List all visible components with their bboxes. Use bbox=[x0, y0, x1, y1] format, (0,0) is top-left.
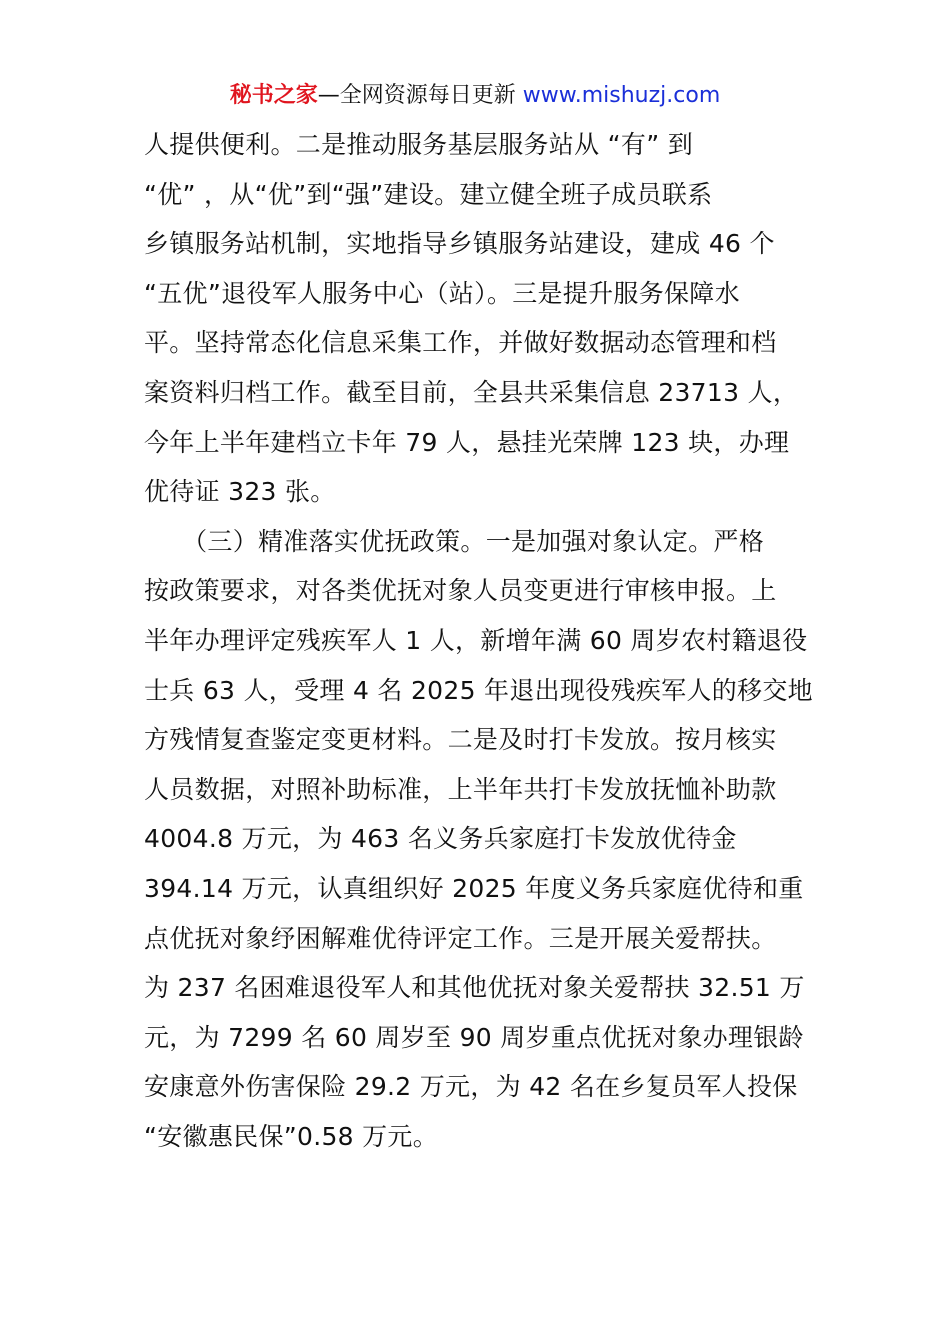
text-line: 案资料归档工作。截至目前，全县共采集信息 23713 人， bbox=[144, 377, 799, 407]
document-body bbox=[144, 120, 824, 1161]
text-line: 人提供便利。二是推动服务基层服务站从 “有” 到 bbox=[144, 130, 693, 159]
text-line: 按政策要求，对各类优抚对象人员变更进行审核申报。上 bbox=[144, 576, 777, 606]
text-line: 平。坚持常态化信息采集工作，并做好数据动态管理和档 bbox=[144, 328, 777, 358]
text-line: 半年办理评定残疾军人 1 人，新增年满 60 周岁农村籍退役 bbox=[144, 625, 808, 655]
text-line: 394.14 万元，认真组织好 2025 年度义务兵家庭优待和重 bbox=[144, 873, 804, 903]
text-line: “安徽惠民保”0.58 万元。 bbox=[144, 1121, 439, 1151]
text-line: 方残情复查鉴定变更材料。二是及时打卡发放。按月核实 bbox=[144, 725, 777, 755]
text-line: 人员数据，对照补助标准，上半年共打卡发放抚恤补助款 bbox=[144, 774, 777, 804]
text-line: 乡镇服务站机制，实地指导乡镇服务站建设，建成 46 个 bbox=[144, 229, 775, 259]
site-url[interactable]: www.mishuzj.com bbox=[522, 83, 721, 108]
text-line: 点优抚对象纾困解难优待评定工作。三是开展关爱帮扶。 bbox=[144, 923, 777, 953]
text-line: “五优”退役军人服务中心（站）。三是提升服务保障水 bbox=[144, 278, 740, 308]
site-brand: 秘书之家 bbox=[229, 83, 318, 108]
text-line: 优待证 323 张。 bbox=[144, 477, 336, 507]
text-line: （三）精准落实优抚政策。一是加强对象认定。严格 bbox=[144, 526, 765, 556]
site-header bbox=[0, 80, 950, 112]
text-line: “优” ，从“优”到“强”建设。建立健全班子成员联系 bbox=[144, 179, 713, 209]
site-tagline: —全网资源每日更新 bbox=[317, 83, 523, 108]
text-line: 安康意外伤害保险 29.2 万元，为 42 名在乡复员军人投保 bbox=[144, 1072, 798, 1102]
text-line: 4004.8 万元，为 463 名义务兵家庭打卡发放优待金 bbox=[144, 824, 737, 854]
text-line: 士兵 63 人，受理 4 名 2025 年退出现役残疾军人的移交地 bbox=[144, 675, 813, 705]
text-line: 为 237 名困难退役军人和其他优抚对象关爱帮扶 32.51 万 bbox=[144, 973, 805, 1003]
text-line: 今年上半年建档立卡年 79 人，悬挂光荣牌 123 块，办理 bbox=[144, 427, 790, 457]
text-line: 元，为 7299 名 60 周岁至 90 周岁重点优抚对象办理银龄 bbox=[144, 1022, 804, 1052]
